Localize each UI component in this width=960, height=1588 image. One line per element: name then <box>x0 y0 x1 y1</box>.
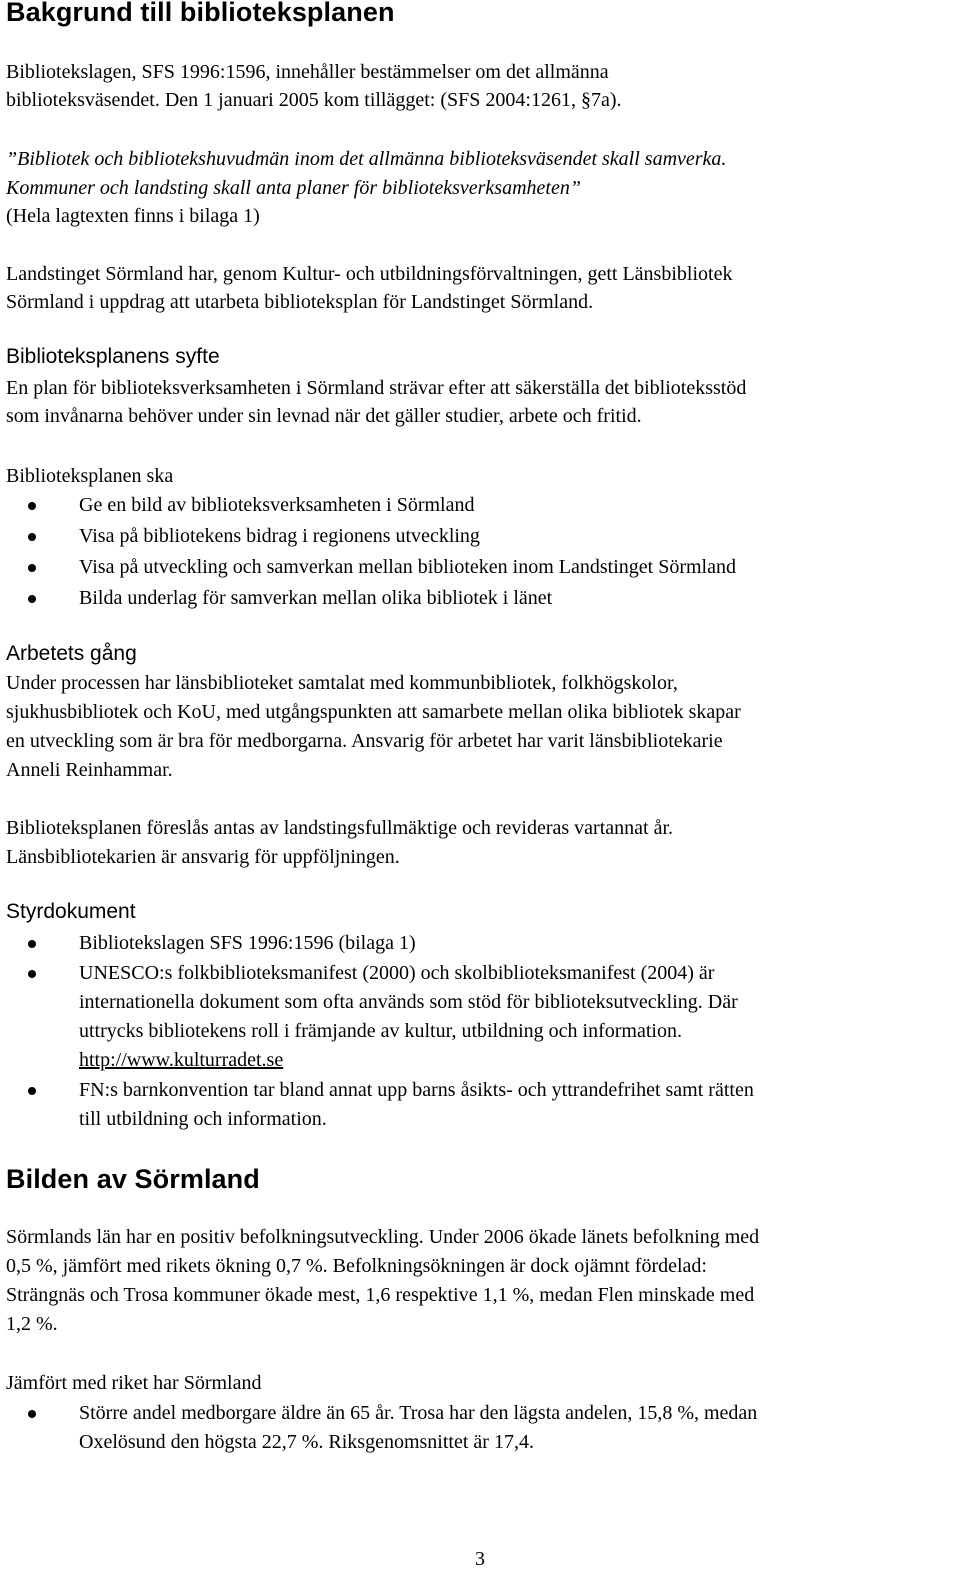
plan-goals-list <box>6 491 954 613</box>
arbetets-line-5: Biblioteksplanen föreslås antas av landstingsfullmäktige och revideras vartannat år. <box>6 817 674 839</box>
list-item: Visa på utveckling och samverkan mellan biblioteken inom Landstinget Sörmland <box>6 553 954 582</box>
law-quote-line-1: ”Bibliotek och bibliotekshuvudmän inom det allmänna biblioteksväsendet skall samverka. <box>6 148 727 170</box>
page-number: 3 <box>475 1548 485 1570</box>
list-item <box>6 959 954 1075</box>
heading-syfte: Biblioteksplanens syfte <box>6 345 220 368</box>
arbetets-line-6: Länsbibliotekarien är ansvarig för uppföljningen. <box>6 846 400 868</box>
heading-styrdokument: Styrdokument <box>6 900 136 923</box>
arbetets-line-2: sjukhusbibliotek och KoU, med utgångspunkten att samarbete mellan olika bibliotek skapar <box>6 701 741 723</box>
bullet-icon <box>28 1410 36 1418</box>
bullet-icon <box>28 502 36 510</box>
bullet-icon <box>28 595 36 603</box>
intro-line-1: Bibliotekslagen, SFS 1996:1596, innehåller bestämmelser om det allmänna <box>6 61 609 83</box>
barnkonvention-line-1: FN:s barnkonvention tar bland annat upp barns åsikts- och yttrandefrihet samt rätten <box>79 1079 754 1101</box>
arbetets-line-1: Under processen har länsbiblioteket samtalat med kommunbibliotek, folkhögskolor, <box>6 672 678 694</box>
compare-intro: Jämfört med riket har Sörmland <box>6 1372 262 1394</box>
bilden-line-4: 1,2 %. <box>6 1313 58 1335</box>
arbetets-line-4: Anneli Reinhammar. <box>6 759 173 781</box>
heading-bakgrund: Bakgrund till biblioteksplanen <box>6 0 395 27</box>
list-item: Visa på bibliotekens bidrag i regionens utveckling <box>6 522 954 551</box>
bullet-icon <box>28 1087 36 1095</box>
heading-arbetets-gang: Arbetets gång <box>6 642 137 665</box>
syfte-line-2: som invånarna behöver under sin levnad när det gäller studier, arbete och fritid. <box>6 405 642 427</box>
bullet-icon <box>28 533 36 541</box>
list-item <box>6 1399 954 1457</box>
bullet-icon <box>28 970 36 978</box>
kulturradet-link[interactable]: http://www.kulturradet.se <box>79 1049 284 1071</box>
unesco-line-2: internationella dokument som ofta används som stöd för biblioteksutveckling. Där <box>79 991 738 1013</box>
compare-list <box>6 1399 954 1457</box>
assignment-line-2: Sörmland i uppdrag att utarbeta biblioteksplan för Landstinget Sörmland. <box>6 291 594 313</box>
assignment-line-1: Landstinget Sörmland har, genom Kultur- och utbildningsförvaltningen, gett Länsbibliotek <box>6 263 733 285</box>
list-item <box>6 1076 954 1134</box>
bullet-icon <box>28 564 36 572</box>
list-item: Ge en bild av biblioteksverksamheten i Sörmland <box>6 491 954 520</box>
bilden-line-3: Strängnäs och Trosa kommuner ökade mest, 1,6 respektive 1,1 %, medan Flen minskade med <box>6 1284 755 1306</box>
bilden-line-1: Sörmlands län har en positiv befolkningsutveckling. Under 2006 ökade länets befolkning med <box>6 1226 760 1248</box>
heading-bilden-av-sormland: Bilden av Sörmland <box>6 1164 260 1194</box>
compare-line-2: Oxelösund den högsta 22,7 %. Riksgenomsnittet är 17,4. <box>79 1431 534 1453</box>
unesco-line-1: UNESCO:s folkbiblioteksmanifest (2000) och skolbiblioteksmanifest (2004) är <box>79 962 715 984</box>
plan-list-intro: Biblioteksplanen ska <box>6 465 174 487</box>
barnkonvention-line-2: till utbildning och information. <box>79 1108 327 1130</box>
bullet-icon <box>28 940 36 948</box>
law-text-reference: (Hela lagtexten finns i bilaga 1) <box>6 205 260 227</box>
styrdokument-list <box>6 929 954 1134</box>
list-item: Bilda underlag för samverkan mellan olika bibliotek i länet <box>6 584 954 613</box>
unesco-line-3: uttrycks bibliotekens roll i främjande av kultur, utbildning och information. <box>79 1020 682 1042</box>
syfte-line-1: En plan för biblioteksverksamheten i Sörmland strävar efter att säkerställa det biblioteksstöd <box>6 377 747 399</box>
compare-line-1: Större andel medborgare äldre än 65 år. Trosa har den lägsta andelen, 15,8 %, medan <box>79 1402 758 1424</box>
list-item: Bibliotekslagen SFS 1996:1596 (bilaga 1) <box>6 929 954 958</box>
intro-line-2: biblioteksväsendet. Den 1 januari 2005 kom tillägget: (SFS 2004:1261, §7a). <box>6 89 622 111</box>
law-quote-line-2: Kommuner och landsting skall anta planer för biblioteksverksamheten” <box>6 177 581 199</box>
arbetets-line-3: en utveckling som är bra för medborgarna. Ansvarig för arbetet har varit länsbibliotekarie <box>6 730 723 752</box>
bilden-line-2: 0,5 %, jämfört med rikets ökning 0,7 %. Befolkningsökningen är dock ojämnt fördelad: <box>6 1255 707 1277</box>
